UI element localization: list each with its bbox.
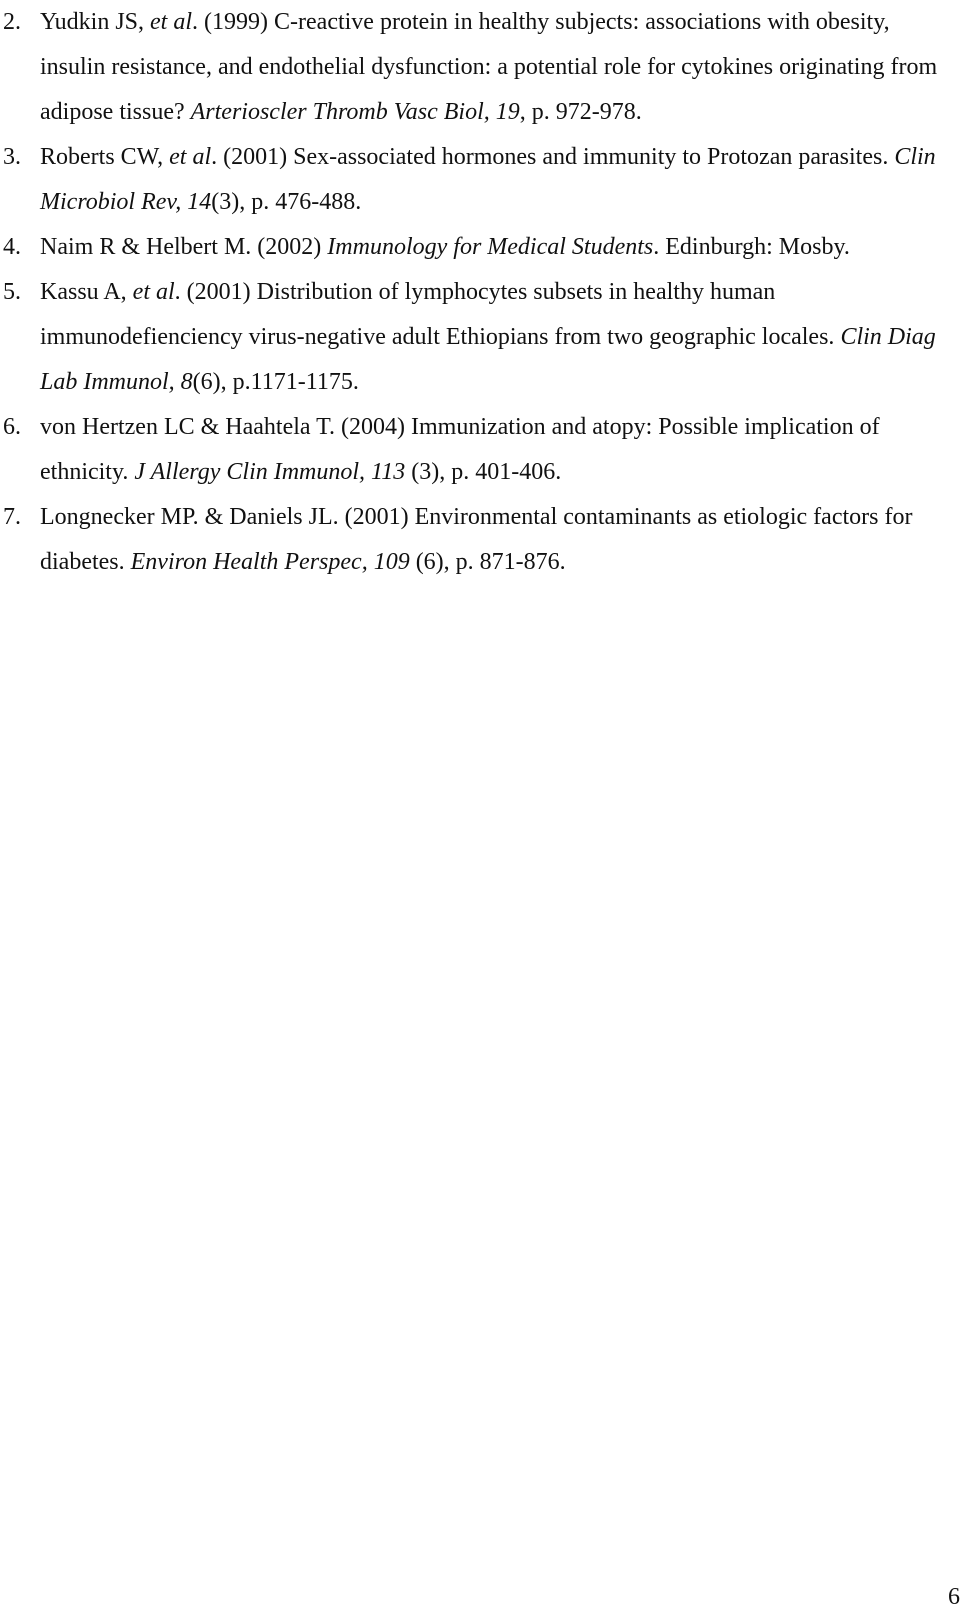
- page-number: 6: [948, 1584, 960, 1610]
- reference-journal: Clin Diag Lab Immunol, 8: [40, 324, 936, 395]
- reference-number: 3.: [3, 144, 21, 170]
- reference-item: [0, 270, 955, 405]
- reference-journal: Clin Microbiol Rev, 14: [40, 144, 936, 215]
- reference-text: [40, 135, 955, 225]
- reference-text-segment: (6), p.1171-1175.: [192, 369, 359, 395]
- reference-journal: J Allergy Clin Immunol, 113: [134, 459, 406, 485]
- reference-italic-segment: et al: [169, 144, 212, 170]
- reference-text-segment: Roberts CW,: [40, 144, 170, 170]
- reference-text-segment: Longnecker MP. & Daniels JL. (2001) Environmental contaminants as etiologic factors for diabetes.: [40, 504, 913, 575]
- reference-list: [0, 0, 955, 585]
- reference-text-segment: . (2001) Sex-associated hormones and immunity to Protozan parasites.: [211, 144, 895, 170]
- reference-text-segment: Kassu A,: [40, 279, 133, 305]
- reference-text-segment: . (2001) Distribution of lymphocytes subsets in healthy human immunodefienciency virus-negative adult Ethiopians from two geographic locales.: [40, 279, 841, 350]
- reference-number: 5.: [3, 279, 21, 305]
- reference-item: [0, 225, 955, 270]
- reference-text-segment: Yudkin JS,: [40, 9, 151, 35]
- reference-text-segment: (6), p. 871-876.: [409, 549, 566, 575]
- reference-text-segment: von Hertzen LC & Haahtela T. (2004) Immunization and atopy: Possible implication of ethnicity.: [40, 414, 880, 485]
- reference-text: [40, 225, 955, 270]
- reference-number: 6.: [3, 414, 21, 440]
- reference-book-title: Immunology for Medical Students: [327, 234, 654, 260]
- reference-text: [40, 495, 955, 585]
- reference-item: [0, 135, 955, 225]
- reference-number: 7.: [3, 504, 21, 530]
- reference-text-segment: (3), p. 401-406.: [405, 459, 562, 485]
- reference-text: [40, 0, 955, 135]
- reference-text-segment: (3), p. 476-488.: [211, 189, 362, 215]
- reference-text: [40, 270, 955, 405]
- reference-text-segment: , p. 972-978.: [519, 99, 642, 125]
- reference-text-segment: Naim R & Helbert M. (2002): [40, 234, 328, 260]
- reference-item: [0, 495, 955, 585]
- reference-text-segment: . (1999) C-reactive protein in healthy subjects: associations with obesity, insulin resistance, and endothelial dysfunction: a potential role for cytokines originating from adipose tissue?: [40, 9, 938, 125]
- reference-italic-segment: et al: [132, 279, 175, 305]
- reference-item: [0, 0, 955, 135]
- reference-italic-segment: et al: [150, 9, 193, 35]
- reference-text-segment: . Edinburgh: Mosby.: [653, 234, 850, 260]
- reference-number: 2.: [3, 9, 21, 35]
- reference-text: [40, 405, 955, 495]
- reference-journal: Arterioscler Thromb Vasc Biol, 19: [190, 99, 520, 125]
- reference-item: [0, 405, 955, 495]
- reference-number: 4.: [3, 234, 21, 260]
- reference-journal: Environ Health Perspec, 109: [130, 549, 410, 575]
